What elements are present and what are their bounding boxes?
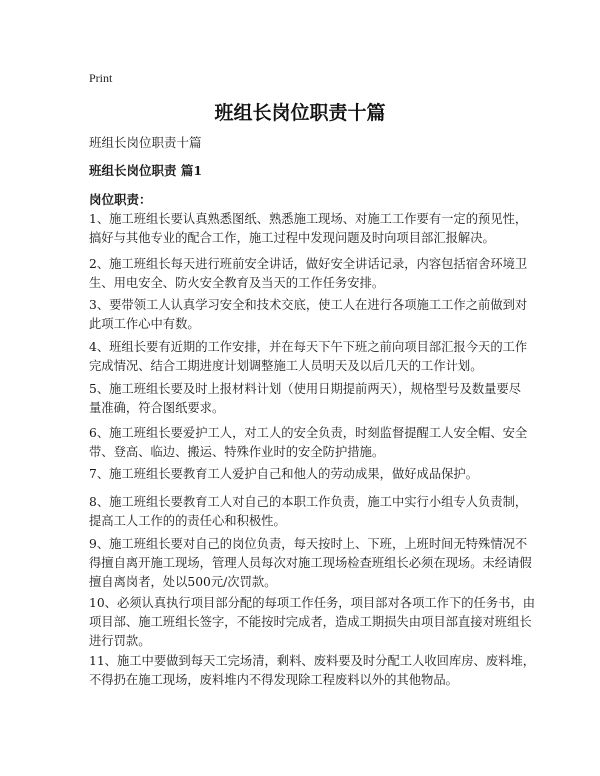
print-link[interactable]: Print [89,71,113,85]
duty-item-6 [89,424,529,462]
duty-item-line: 2、施工班组长每天进行班前安全讲话，做好安全讲话记录，内容包括宿舍环境卫 [89,257,528,271]
duty-item-line: 带、登高、临边、搬运、特殊作业时的安全防护措施。 [89,445,385,459]
duty-item-8 [89,493,529,531]
duty-item-10 [89,594,536,651]
duty-item-line: 此项工作心中有数。 [89,317,200,331]
duty-item-line: 擅自离岗者，处以500元/次罚款。 [89,575,277,589]
duty-item-line: 完成情况、结合工期进度计划调整施工人员明天及以后几天的工作计划。 [89,359,483,373]
duty-item-line: 量准确，符合图纸要求。 [89,401,225,415]
duty-item-line: 进行罚款。 [89,634,151,648]
section-heading: 班组长岗位职责 篇1 [89,163,203,178]
duty-item-line: 1、施工班组长要认真熟悉图纸、熟悉施工现场、对施工工作要有一定的预见性， [89,212,528,226]
duty-item-line: 7、施工班组长要教育工人爱护自己和他人的劳动成果，做好成品保护。 [89,467,479,481]
duty-item-9 [89,535,532,592]
duties-label: 岗位职责： [89,192,152,207]
duty-item-line: 不得扔在施工现场，废料堆内不得发现除工程废料以外的其他物品。 [89,673,458,687]
document-subtitle: 班组长岗位职责十篇 [89,135,202,150]
duty-item-line: 搞好与其他专业的配合工作，施工过程中发现问题及时向项目部汇报解决。 [89,231,495,245]
duty-item-line: 10、必须认真执行项目部分配的每项工作任务，项目部对各项工作下的任务书，由 [89,596,536,610]
duty-item-line: 得擅自离开施工现场，管理人员每次对施工现场检查班组长必须在现场。未经请假 [89,556,532,570]
duty-item-2 [89,255,529,293]
duty-item-line: 生、用电安全、防火安全教育及当天的工作任务安排。 [89,276,385,290]
duty-item-line: 4、班组长要有近期的工作安排，并在每天下午下班之前向项目部汇报今天的工作 [89,340,528,354]
duty-item-line: 提高工人工作的的责任心和积极性。 [89,514,286,528]
duty-item-11 [89,652,536,690]
duty-item-4 [89,338,529,376]
duty-item-line: 8、施工班组长要教育工人对自己的本职工作负责，施工中实行小组专人负责制， [89,495,528,509]
duty-item-line: 6、施工班组长要爱护工人，对工人的安全负责，时刻监督提醒工人安全帽、安全 [89,426,528,440]
duty-item-line: 项目部、施工班组长签字，不能按时完成者，造成工期损失由项目部直接对班组长 [89,615,532,629]
duty-item-line: 9、施工班组长要对自己的岗位负责，每天按时上、下班，上班时间无特殊情况不 [89,537,528,551]
duty-item-3 [89,296,529,334]
duty-item-7 [89,465,529,484]
duty-item-line: 5、施工班组长要及时上报材料计划（使用日期提前两天），规格型号及数量要尽 [89,382,522,396]
duty-item-5 [89,380,529,418]
document-title: 班组长岗位职责十篇 [214,102,386,124]
duty-item-line: 3、要带领工人认真学习安全和技术交底，使工人在进行各项施工工作之前做到对 [89,298,528,312]
duty-item-1 [89,210,529,248]
duty-item-line: 11、施工中要做到每天工完场清，剩料、废料要及时分配工人收回库房、废料堆， [89,654,536,668]
